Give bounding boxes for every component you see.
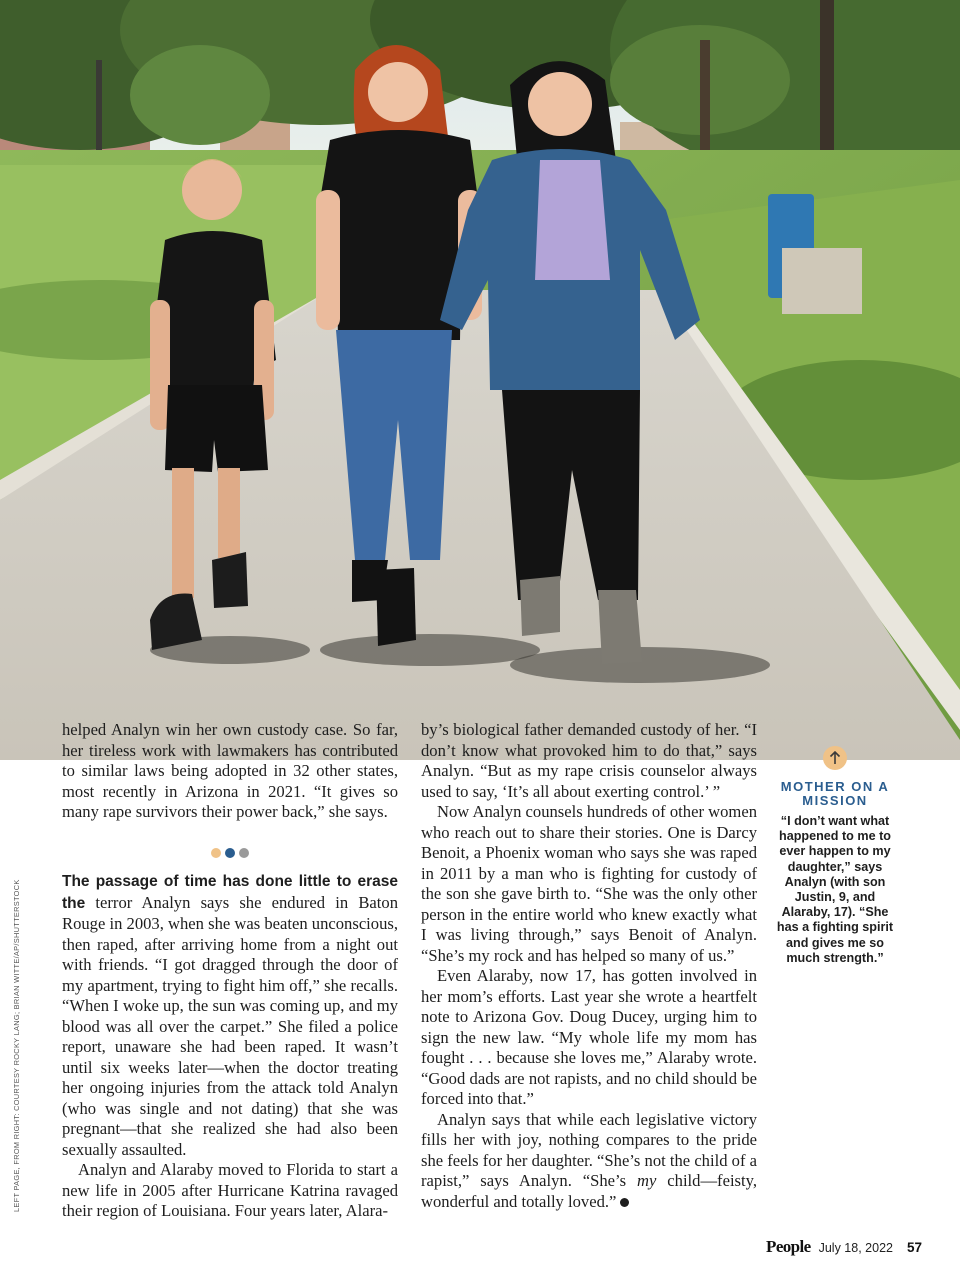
divider-dot-1	[211, 848, 221, 858]
column1-paragraph-2	[62, 871, 398, 1160]
column2-paragraph-3: Even Alaraby, now 17, has gotten involved in her mom’s efforts. Last year she wrote a heartfelt note to Arizona Gov. Doug Ducey, urging him to sign the new law. “My whole life my mom has fought . . . because she loves me,” Alaraby wrote. “Good dads are not rapists, and no child should be forced into that.”	[421, 966, 757, 1108]
article-column-2	[421, 720, 757, 1212]
divider-dot-2	[225, 848, 235, 858]
column1-paragraph-1: helped Analyn win her own custody case. So far, her tireless work with lawmakers has contributed to similar laws being adopted in 32 other states, most recently in Arizona in 2021. “It gives so many rape survivors their power back,” she says.	[62, 720, 398, 821]
photo-credit: LEFT PAGE, FROM RIGHT: COURTESY ROCKY LANG; BRIAN WITTE/AP/SHUTTERSTOCK	[12, 879, 21, 1212]
article-column-1	[62, 720, 398, 1222]
divider-dot-3	[239, 848, 249, 858]
caption-heading: MOTHER ON A MISSION	[780, 779, 890, 808]
column2-paragraph-4-b: child—feisty, wonderful and totally loved.”	[421, 1171, 757, 1211]
arrow-up-icon	[823, 746, 847, 770]
magazine-logo: People	[766, 1237, 811, 1256]
photo-caption	[772, 746, 898, 966]
end-mark-icon	[620, 1198, 629, 1207]
column1-paragraph-3: Analyn and Alaraby moved to Florida to start a new life in 2005 after Hurricane Katrina ravaged their region of Louisiana. Four years later, Alara-	[62, 1160, 398, 1220]
page-number: 57	[906, 1240, 922, 1255]
section-leadin: The passage of time has done little to erase the	[62, 873, 398, 912]
caption-body: “I don’t want what happened to me to ever happen to my daughter,” says Analyn (with son Justin, 9, and Alaraby, 17). “She has a fighting spirit and gives me so much strength.”	[776, 814, 894, 965]
column2-paragraph-4	[421, 1110, 757, 1213]
column2-paragraph-2: Now Analyn counsels hundreds of other women who reach out to share their stories. One is Darcy Benoit, a Phoenix woman who says she was raped in 2011 by a man who is fighting for custody of the son she gave birth to. “She was the only other person in the entire world who knew exactly what I was living through,” says Benoit of Analyn. “She’s my rock and has helped so many of us.”	[421, 802, 757, 965]
column1-paragraph-2-text: terror Analyn says she endured in Baton Rouge in 2003, when she was beaten unconscious, then raped, after arriving home from a night out with friends. “I got dragged through the door of my apartment, trying to fight him off,” she recalls. “When I woke up, the sun was coming up, and my blood was all over the carpet.” She filed a police report, unaware she had been raped. It wasn’t until six weeks later—when the doctor treating her ongoing injuries from the attack told Analyn (who was single and not dating) that she was pregnant—that she realized she had also been sexually assaulted.	[62, 892, 398, 1159]
page-footer	[766, 1237, 922, 1257]
section-divider	[62, 843, 398, 864]
column2-paragraph-1: by’s biological father demanded custody of her. “I don’t know what provoked him to do that,” says Analyn. “But as my rape crisis counselor always used to say, ‘It’s all about exerting control.’ ”	[421, 720, 757, 801]
emphasis-my: my	[637, 1171, 657, 1190]
issue-date: July 18, 2022	[818, 1241, 893, 1255]
column2-paragraph-4-a: Analyn says that while each legislative victory fills her with joy, nothing compares to the pride she feels for her daughter. “She’s not the child of a rapist,” says Analyn. “She’s	[421, 1109, 757, 1190]
